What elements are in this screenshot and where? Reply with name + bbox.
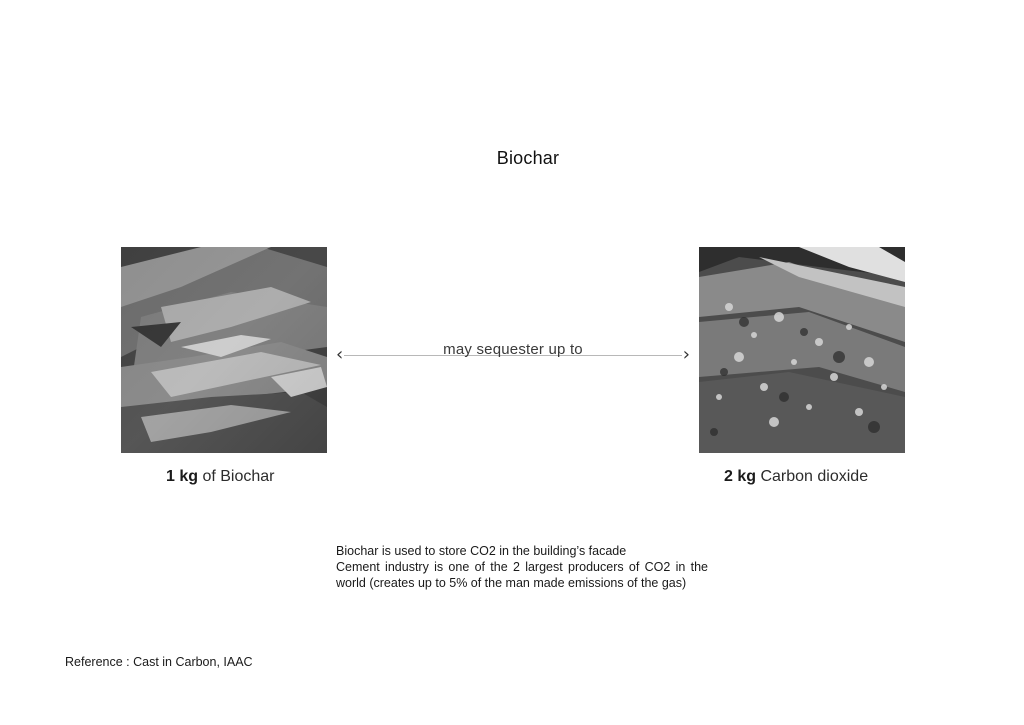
description-line-2: Cement industry is one of the 2 largest producers of CO2 in the world (creates up to 5% of the man made emissions of the gas) <box>336 560 708 590</box>
description-line-1: Biochar is used to store CO2 in the building’s facade <box>336 544 627 558</box>
arrow-right-icon: › <box>682 344 690 365</box>
reference-note: Reference : Cast in Carbon, IAAC <box>65 655 253 669</box>
biochar-amount: 1 kg <box>166 468 199 485</box>
biochar-caption <box>166 468 275 486</box>
carbon-dioxide-caption-text: Carbon dioxide <box>756 468 869 485</box>
sequester-connector <box>336 340 690 370</box>
description-text <box>336 543 708 591</box>
arrow-left-icon: ‹ <box>336 344 344 365</box>
connector-label: may sequester up to <box>443 341 583 358</box>
carbon-dioxide-micrograph-image <box>699 247 905 453</box>
carbon-dioxide-caption <box>724 468 868 486</box>
carbon-dioxide-amount: 2 kg <box>724 468 757 485</box>
page-title: Biochar <box>496 148 560 168</box>
biochar-caption-text: of Biochar <box>198 468 275 485</box>
biochar-micrograph-image <box>121 247 327 453</box>
